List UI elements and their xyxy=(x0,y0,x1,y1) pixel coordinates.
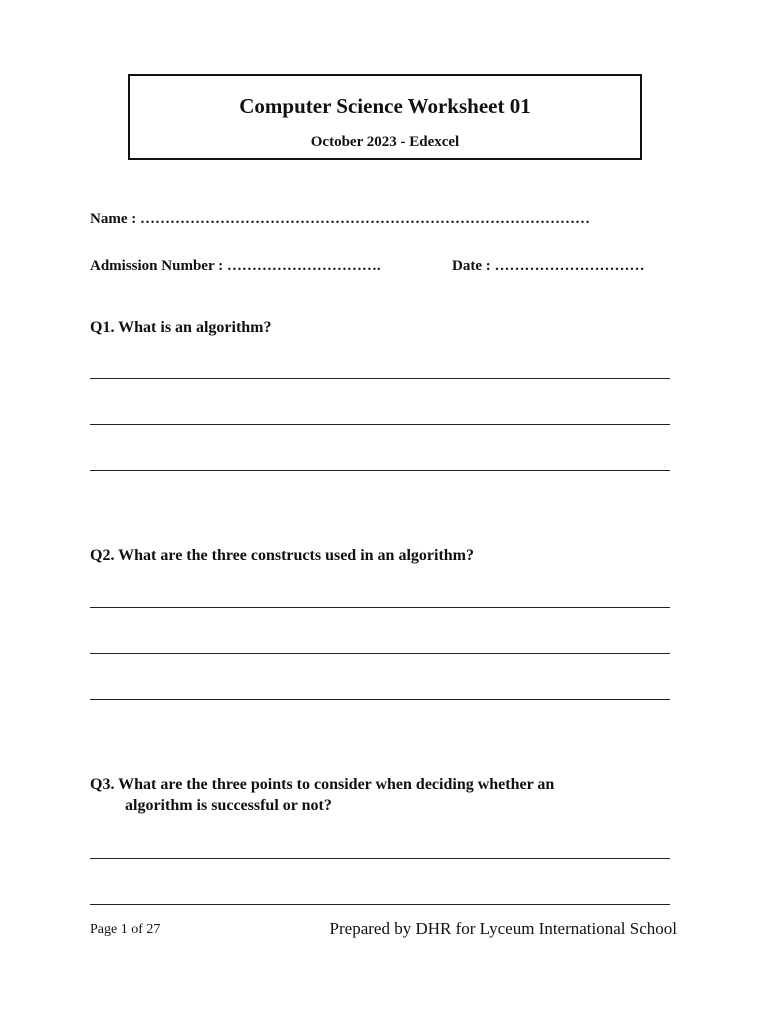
name-label: Name : xyxy=(90,211,137,227)
question-3-text: Q3. What are the three points to consider when deciding whether an xyxy=(90,776,555,793)
answer-line[interactable] xyxy=(90,378,670,379)
answer-line[interactable] xyxy=(90,653,670,654)
admission-date-row xyxy=(90,258,645,275)
question-1: Q1. What is an algorithm? xyxy=(90,319,272,336)
question-3-continuation: algorithm is successful or not? xyxy=(125,797,332,814)
worksheet-subtitle: October 2023 - Edexcel xyxy=(310,134,460,150)
answer-line[interactable] xyxy=(90,607,670,608)
date-dotted-line[interactable]: ………………………… xyxy=(494,258,645,274)
worksheet-title-box xyxy=(128,74,642,160)
answer-line[interactable] xyxy=(90,699,670,700)
answer-line[interactable] xyxy=(90,470,670,471)
name-dotted-line[interactable]: ……………………………………………………………………………… xyxy=(139,211,590,227)
worksheet-title: Computer Science Worksheet 01 xyxy=(239,94,531,118)
admission-number-label: Admission Number : xyxy=(90,258,224,274)
answer-line[interactable] xyxy=(90,858,670,859)
question-3 xyxy=(90,776,554,815)
date-field[interactable] xyxy=(452,258,670,275)
prepared-by: Prepared by DHR for Lyceum International School xyxy=(329,919,677,938)
answer-line[interactable] xyxy=(90,904,670,905)
admission-number-dotted-line[interactable]: …………………………. xyxy=(226,258,381,274)
name-field[interactable] xyxy=(90,211,668,228)
date-label: Date : xyxy=(452,258,491,274)
question-2: Q2. What are the three constructs used in an algorithm? xyxy=(90,547,474,564)
answer-line[interactable] xyxy=(90,424,670,425)
page-number: Page 1 of 27 xyxy=(90,922,161,937)
